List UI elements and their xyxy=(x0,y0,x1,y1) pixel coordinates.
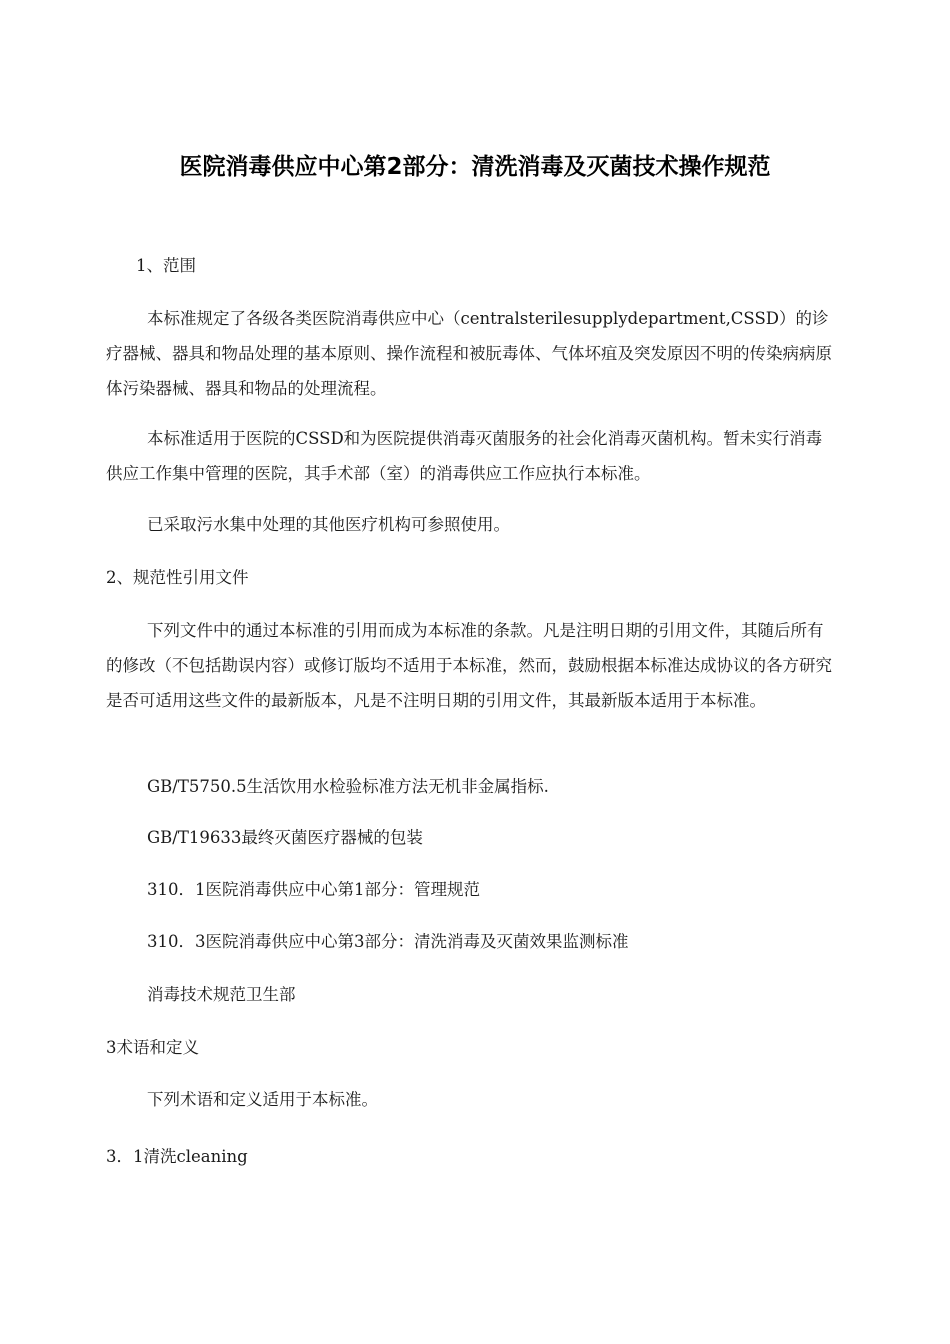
section-heading-normative-references: 2、规范性引用文件 xyxy=(106,568,249,587)
paragraph-normative-references: 下列文件中的通过本标准的引用而成为本标准的条款。凡是注明日期的引用文件，其随后所有的修改（不包括勘误内容）或修订版均不适用于本标准，然而，鼓励根据本标准达成协议的各方研究是否可适用这些文件的最新版本，凡是不注明日期的引用文件，其最新版本适用于本标准。 xyxy=(106,621,832,710)
paragraph-scope-reference-use: 已采取污水集中处理的其他医疗机构可参照使用。 xyxy=(147,515,510,534)
reference-item: 310．3医院消毒供应中心第3部分：清洗消毒及灭菌效果监测标准 xyxy=(147,932,629,951)
section-heading-terms-definitions: 3术语和定义 xyxy=(106,1038,199,1057)
paragraph-scope-definition: 本标准规定了各级各类医院消毒供应中心（centralsterilesupplydepartment,CSSD）的诊疗器械、器具和物品处理的基本原则、操作流程和被朊毒体、气体坏疽及突发原因不明的传染病病原体污染器械、器具和物品的处理流程。 xyxy=(106,309,832,398)
section-heading-scope: 1、范围 xyxy=(136,256,196,275)
paragraph-scope-applicability: 本标准适用于医院的CSSD和为医院提供消毒灭菌服务的社会化消毒灭菌机构。暂未实行消毒供应工作集中管理的医院，其手术部（室）的消毒供应工作应执行本标准。 xyxy=(106,429,823,483)
reference-item: 消毒技术规范卫生部 xyxy=(147,985,296,1004)
subsection-heading-cleaning: 3．1清洗cleaning xyxy=(106,1147,248,1166)
reference-item: GB/T19633最终灭菌医疗器械的包装 xyxy=(147,828,423,847)
paragraph-terms-intro: 下列术语和定义适用于本标准。 xyxy=(147,1090,378,1109)
document-title: 医院消毒供应中心第2部分：清洗消毒及灭菌技术操作规范 xyxy=(179,154,771,180)
reference-item: GB/T5750.5生活饮用水检验标准方法无机非金属指标. xyxy=(147,777,549,796)
reference-item: 310．1医院消毒供应中心第1部分：管理规范 xyxy=(147,880,480,899)
